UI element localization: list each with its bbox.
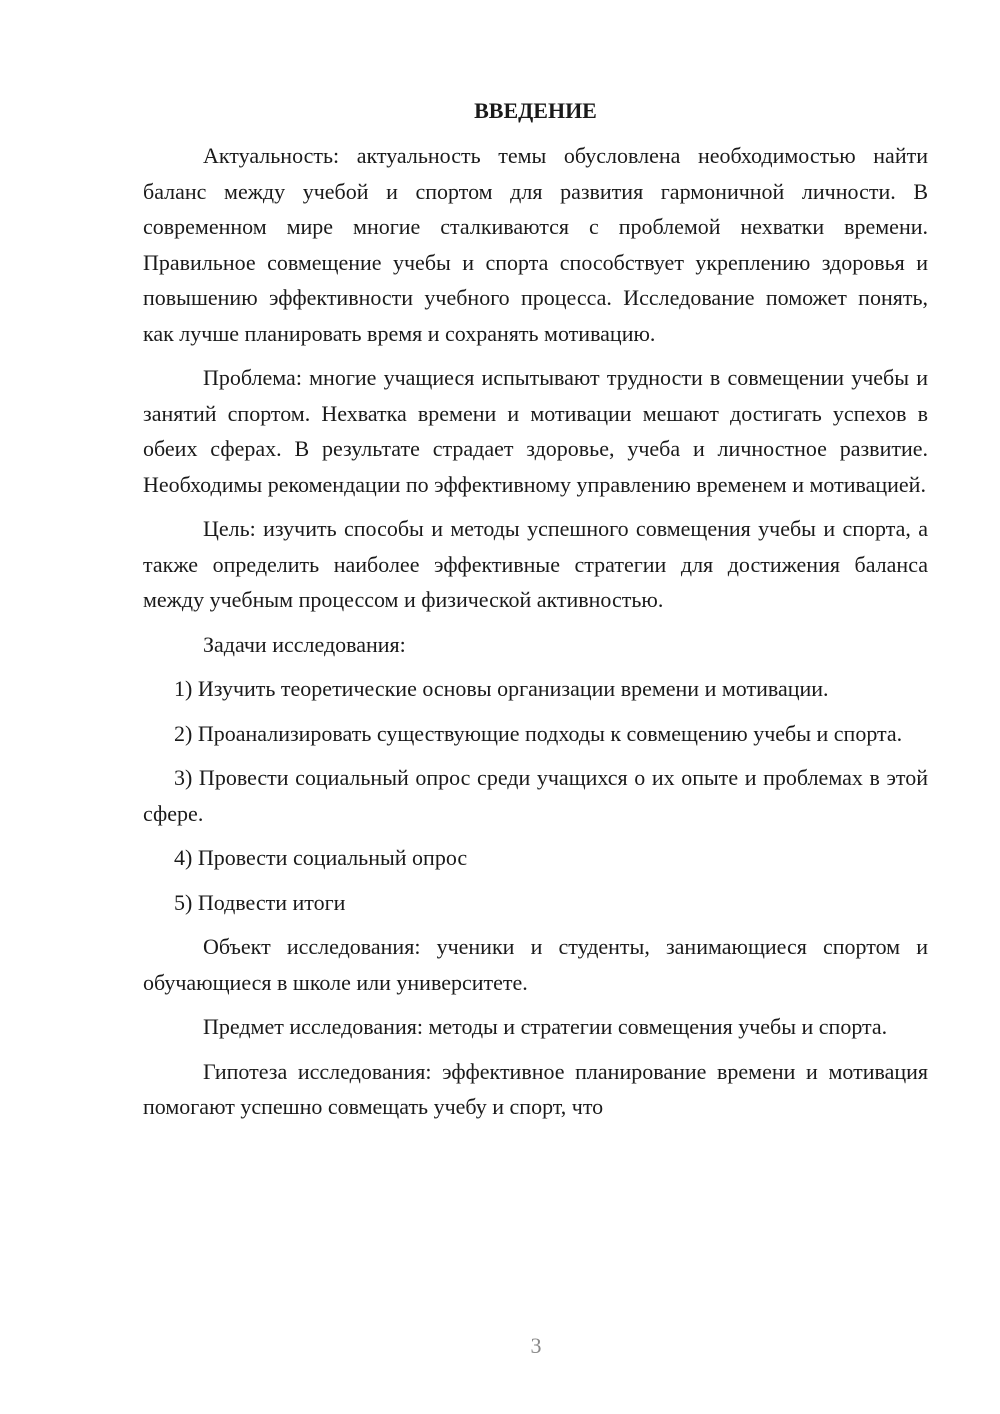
paragraph-problem: Проблема: многие учащиеся испытывают трудности в совмещении учебы и занятий спортом. Нехватка времени и мотивации мешают достигать успехов в обеих сферах. В результате страдает здоровье, учеба и личностное развитие. Необходимы рекомендации по эффективному управлению временем и мотивацией.: [143, 365, 928, 497]
task-item-2: 2) Проанализировать существующие подходы к совмещению учебы и спорта.: [174, 720, 903, 746]
page-number: 3: [530, 1333, 542, 1358]
section-heading: ВВЕДЕНИЕ: [474, 98, 597, 123]
paragraph-object: Объект исследования: ученики и студенты, занимающиеся спортом и обучающиеся в школе или университете.: [143, 934, 928, 995]
task-item-3: 3) Провести социальный опрос среди учащихся о их опыте и проблемах в этой сфере.: [143, 765, 928, 826]
task-item-4: 4) Провести социальный опрос: [174, 845, 468, 870]
document-body: [143, 93, 928, 1134]
paragraph-relevance: Актуальность: актуальность темы обусловлена необходимостью найти баланс между учебой и спортом для развития гармоничной личности. В современном мире многие сталкиваются с проблемой нехватки времени. Правильное совмещение учебы и спорта способствует укреплению здоровья и повышению эффективности учебного процесса. Исследование поможет понять, как лучше планировать время и сохранять мотивацию.: [143, 143, 928, 346]
task-item-1: 1) Изучить теоретические основы организации времени и мотивации.: [174, 676, 829, 701]
paragraph-hypothesis: Гипотеза исследования: эффективное планирование времени и мотивация помогают успешно совмещать учебу и спорт, что: [143, 1058, 928, 1119]
paragraph-tasks-title: Задачи исследования:: [203, 631, 406, 657]
task-item-5: 5) Подвести итоги: [174, 889, 346, 915]
paragraph-goal: Цель: изучить способы и методы успешного совмещения учебы и спорта, а также определить наиболее эффективные стратегии для достижения баланса между учебным процессом и физической активностью.: [143, 516, 928, 612]
paragraph-subject: Предмет исследования: методы и стратегии совмещения учебы и спорта.: [203, 1014, 888, 1039]
